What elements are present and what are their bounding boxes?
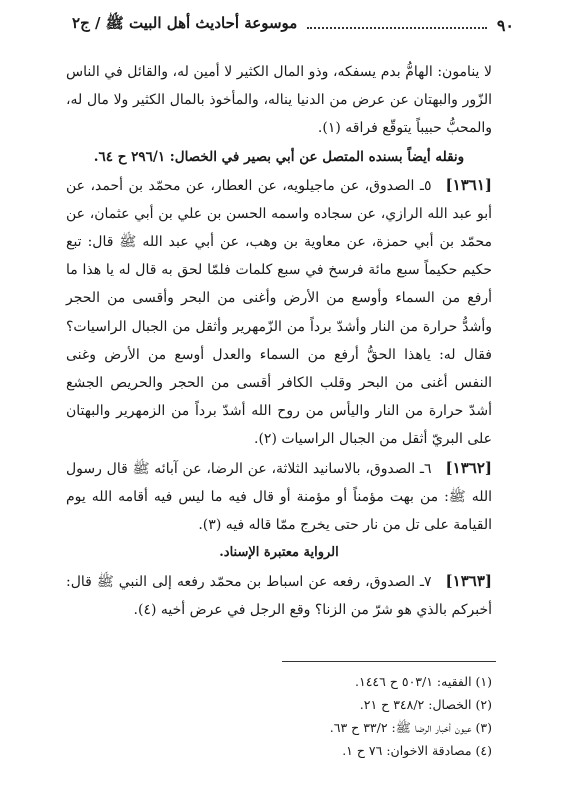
page-header bbox=[72, 14, 514, 36]
hadith-number: [١٣٦٣] bbox=[445, 572, 492, 591]
page-body bbox=[66, 58, 492, 625]
hadith-1363 bbox=[66, 567, 492, 624]
page-number: ٩٠ bbox=[496, 15, 514, 35]
intro-paragraph: لا ينامون: الهامُّ بدم يسفكه، وذو المال الكثير لا أمين له، والقائل في الناس الزّور والبهتان عن عرض من الدنيا يناله، والمأخوذ بالمال الكثير ولا مال له، والمحبُّ حبيباً يتوقّع فراقه (١). bbox=[66, 64, 492, 137]
hadith-text: ٦ـ الصدوق، بالاسانيد الثلاثة، عن الرضا، عن آبائه ﷺ قال رسول الله ﷺ: من بهت مؤمناً أو مؤمنة أو قال فيه ما ليس فيه أقامه الله يوم القيامة على تل من نار حتى يخرج ممّا قاله فيه (٣). bbox=[66, 460, 492, 534]
footnote-separator bbox=[282, 661, 496, 662]
hadith-text: ٥ـ الصدوق، عن ماجيلويه، عن العطار، عن محمّد بن أحمد، عن أبو عبد الله الرازي، عن سجاده واسمه الحسن بن علي بن أبي عثمان، عن محمّد بن أبي حمزة، عن معاوية بن وهب، عن أبي عبد الله ﷺ قال: تبع حكيم حكيماً سبع مائة فرسخ في سبع كلمات فلمّا لحق به قال له يا هذا ما أرفع من السماء وأوسع من الأرض وأغنى من البحر وأقسى من الحجر وأشدُّ حرارة من النار وأشدّ برداً من الزّمهرير وأثقل من الجبال الراسيات؟ فقال له: ياهذا الحقُّ أرفع من السماء والعدل أوسع من الأرض وغنى النفس أغنى من البحر وقلب الكافر أقسى من الحجر والحريص الجشع أشدّ حرارة من النار واليأس من روح الله أشدّ برداً من الزمهرير والبهتان على البريّ أثقل من الجبال الراسيات (٢). bbox=[66, 177, 492, 448]
running-title: موسوعة أحاديث أهل البيت ﷺ / ج٢ bbox=[72, 14, 298, 32]
source-line: ونقله أيضاً بسنده المتصل عن أبي بصير في الخصال: ٢٩٦/١ ح ٦٤. bbox=[93, 148, 465, 165]
footnote: (٤) مصادقة الاخوان: ٧٦ ح ١. bbox=[342, 743, 492, 758]
footnotes bbox=[70, 670, 492, 762]
hadith-number: [١٣٦٢] bbox=[445, 458, 492, 477]
hadith-1361 bbox=[66, 171, 492, 454]
header-dotted-leader bbox=[307, 27, 486, 29]
hadith-number: [١٣٦١] bbox=[445, 175, 492, 194]
hadith-1362 bbox=[66, 454, 492, 540]
footnote: (٢) الخصال: ٣٤٨/٢ ح ٢١. bbox=[359, 697, 492, 712]
footnote: (٣) عيون أخبار الرضا ﷺ: ٣٣/٢ ح ٦٣. bbox=[329, 720, 492, 735]
hadith-text: ٧ـ الصدوق، رفعه عن اسباط بن محمّد رفعه إلى النبي ﷺ قال: أخبركم بالذي هو شرّ من الزنا؟ وقع الرجل في عرض أخيه (٤). bbox=[66, 574, 492, 619]
reliability-note: الرواية معتبرة الإسناد. bbox=[219, 545, 339, 561]
footnote: (١) الفقيه: ٥٠٣/١ ح ١٤٤٦. bbox=[355, 674, 492, 689]
